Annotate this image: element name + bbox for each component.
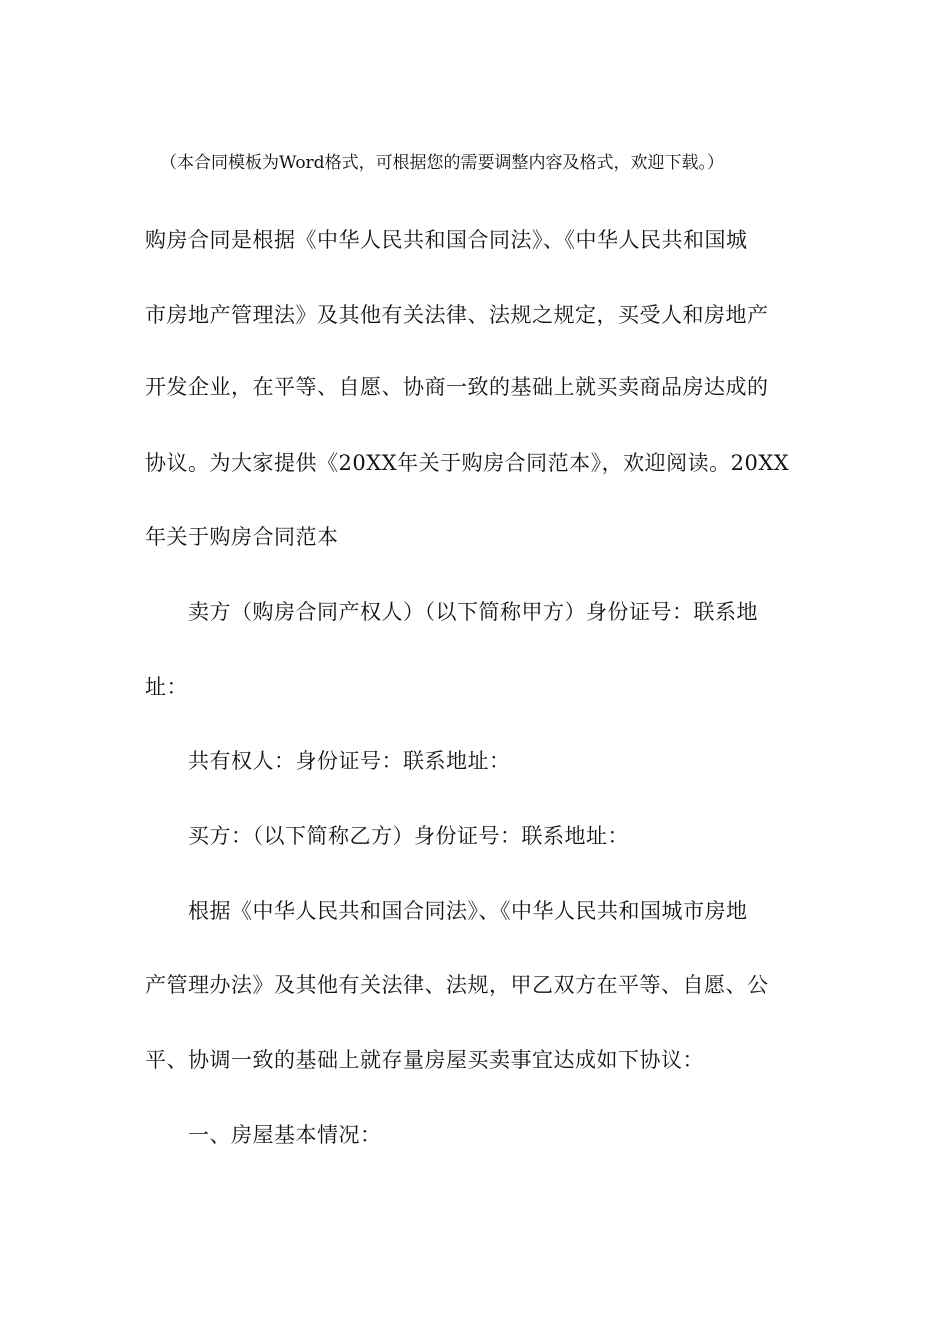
template-note: （本合同模板为Word格式，可根据您的需要调整内容及格式，欢迎下载。） bbox=[160, 153, 725, 173]
intro-line-3: 开发企业，在平等、自愿、协商一致的基础上就买卖商品房达成的 bbox=[145, 375, 769, 399]
basis-line-1: 根据《中华人民共和国合同法》、《中华人民共和国城市房地 bbox=[188, 899, 748, 923]
coowner-line: 共有权人：身份证号：联系地址： bbox=[188, 749, 511, 773]
basis-line-2: 产管理办法》及其他有关法律、法规，甲乙双方在平等、自愿、公 bbox=[145, 973, 769, 997]
intro-line-2: 市房地产管理法》及其他有关法律、法规之规定，买受人和房地产 bbox=[145, 303, 769, 327]
basis-line-3: 平、协调一致的基础上就存量房屋买卖事宜达成如下协议： bbox=[145, 1048, 704, 1072]
buyer-line: 买方：（以下简称乙方）身份证号：联系地址： bbox=[188, 824, 629, 848]
seller-line-2: 址： bbox=[145, 675, 188, 699]
intro-line-5: 年关于购房合同范本 bbox=[145, 525, 339, 549]
section-1-heading: 一、房屋基本情况： bbox=[188, 1123, 382, 1147]
intro-line-1: 购房合同是根据《中华人民共和国合同法》、《中华人民共和国城 bbox=[145, 228, 748, 252]
intro-line-4: 协议。为大家提供《20XX年关于购房合同范本》，欢迎阅读。20XX bbox=[145, 451, 790, 475]
seller-line-1: 卖方（购房合同产权人）（以下简称甲方）身份证号：联系地 bbox=[188, 600, 758, 624]
